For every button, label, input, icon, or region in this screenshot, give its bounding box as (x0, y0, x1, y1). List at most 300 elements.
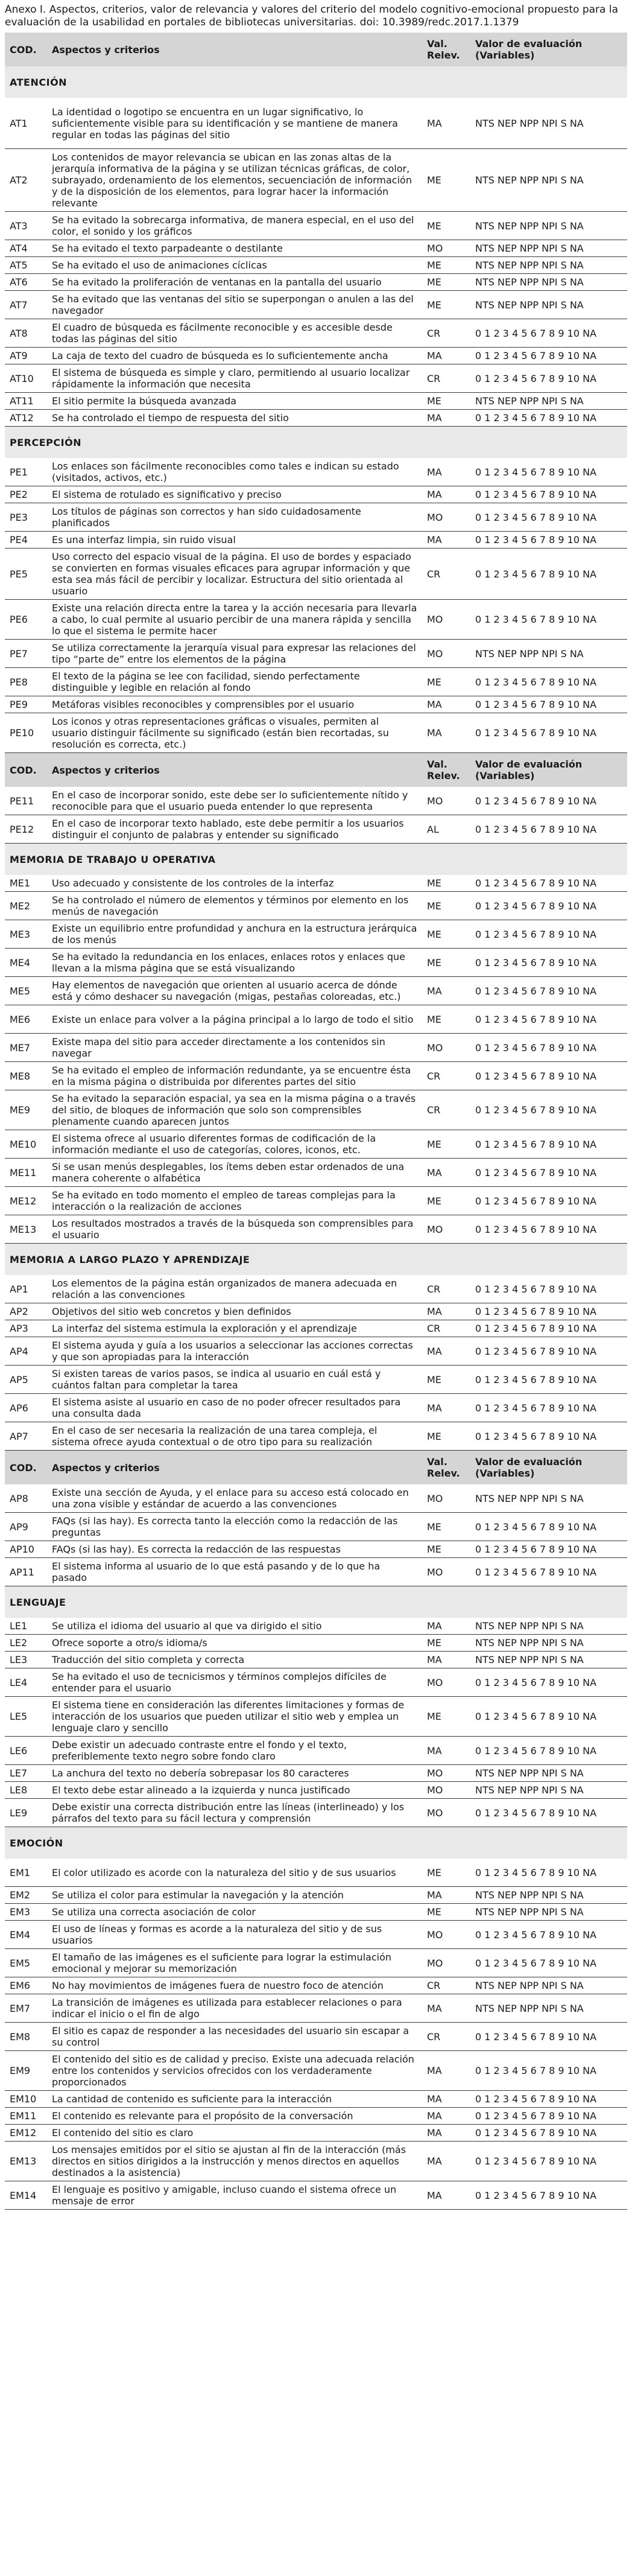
criterion-text: Se ha evitado el empleo de información redundante, ya se encuentre ésta en la misma página o distribuida por diferentes partes del sitio (47, 1062, 422, 1090)
criterion-code: EM11 (5, 2108, 47, 2125)
criterion-code: ME6 (5, 1005, 47, 1034)
criterion-code: LE9 (5, 1799, 47, 1827)
relevance-value: MA (422, 348, 470, 364)
criterion-code: AT10 (5, 364, 47, 393)
criterion-text: El sitio permite la búsqueda avanzada (47, 393, 422, 410)
criterion-text: Se ha evitado la proliferación de ventanas en la pantalla del usuario (47, 274, 422, 291)
table-row (5, 240, 627, 257)
evaluation-values: 0 1 2 3 4 5 6 7 8 9 10 NA (470, 1159, 627, 1187)
criterion-code: PE6 (5, 600, 47, 640)
criterion-text: En el caso de incorporar texto hablado, este debe permitir a los usuarios distinguir el conjunto de palabras y entender su significado (47, 815, 422, 844)
table-row (5, 1062, 627, 1090)
table-row (5, 549, 627, 600)
criterion-code: AP4 (5, 1337, 47, 1366)
criterion-code: ME10 (5, 1130, 47, 1159)
criterion-text: El sistema informa al usuario de lo que está pasando y de lo que ha pasado (47, 1558, 422, 1586)
evaluation-values: NTS NEP NPP NPI S NA (470, 149, 627, 212)
relevance-value: MA (422, 1618, 470, 1635)
criterion-code: AT2 (5, 149, 47, 212)
criterion-text: El color utilizado es acorde con la naturaleza del sitio y de sus usuarios (47, 1859, 422, 1887)
criterion-text: No hay movimientos de imágenes fuera de nuestro foco de atención (47, 1977, 422, 1994)
relevance-value: MA (422, 486, 470, 503)
header-evaluation: Valor de evaluación (Variables) (475, 38, 583, 61)
criterion-code: AT8 (5, 319, 47, 348)
relevance-value: ME (422, 149, 470, 212)
criterion-text: Existe un equilibrio entre profundidad y anchura en la estructura jerárquica de los menús (47, 920, 422, 949)
criterion-text: Los elementos de la página están organizados de manera adecuada en relación a las convenciones (47, 1275, 422, 1303)
criterion-text: Se ha controlado el tiempo de respuesta del sitio (47, 410, 422, 427)
relevance-value: MA (422, 713, 470, 753)
criterion-text: Si existen tareas de varios pasos, se indica al usuario en cuál está y cuántos faltan para completar la tarea (47, 1366, 422, 1394)
table-row (5, 640, 627, 668)
criterion-text: El sistema tiene en consideración las diferentes limitaciones y formas de interacción de los usuarios que pueden utilizar el sitio web y emplea un lenguaje claro y sencillo (47, 1697, 422, 1737)
evaluation-values: 0 1 2 3 4 5 6 7 8 9 10 NA (470, 713, 627, 753)
relevance-value: ME (422, 1513, 470, 1541)
criterion-code: PE2 (5, 486, 47, 503)
criterion-text: La interfaz del sistema estimula la exploración y el aprendizaje (47, 1320, 422, 1337)
criterion-text: El tamaño de las imágenes es el suficiente para lograr la estimulación emocional y mejorar su memorización (47, 1949, 422, 1977)
relevance-value: CR (422, 1275, 470, 1303)
evaluation-values: 0 1 2 3 4 5 6 7 8 9 10 NA (470, 977, 627, 1005)
relevance-value: CR (422, 1090, 470, 1130)
evaluation-values: 0 1 2 3 4 5 6 7 8 9 10 NA (470, 364, 627, 393)
criterion-code: EM10 (5, 2091, 47, 2108)
table-row (5, 1303, 627, 1320)
relevance-value: ME (422, 1366, 470, 1394)
criterion-text: Los contenidos de mayor relevancia se ubican en las zonas altas de la jerarquía informativa de la página y se utilizan técnicas gráficas, de color, subrayado, ordenamiento de los elementos, secuenciación de información y de la disposición de los elementos, para lograr hacer la información relevante (47, 149, 422, 212)
evaluation-values: NTS NEP NPP NPI S NA (470, 1994, 627, 2023)
relevance-value: MO (422, 1215, 470, 1244)
evaluation-values: 0 1 2 3 4 5 6 7 8 9 10 NA (470, 2023, 627, 2051)
relevance-value: MO (422, 1668, 470, 1697)
relevance-value: ME (422, 668, 470, 696)
criterion-text: Ofrece soporte a otro/s idioma/s (47, 1635, 422, 1652)
criterion-code: PE7 (5, 640, 47, 668)
evaluation-values: NTS NEP NPP NPI S NA (470, 274, 627, 291)
evaluation-values: 0 1 2 3 4 5 6 7 8 9 10 NA (470, 486, 627, 503)
criterion-code: AP7 (5, 1422, 47, 1451)
relevance-value: MO (422, 1034, 470, 1062)
table-row (5, 1904, 627, 1921)
table-row (5, 787, 627, 815)
relevance-value: ME (422, 1859, 470, 1887)
relevance-value: ME (422, 1005, 470, 1034)
evaluation-values: NTS NEP NPP NPI S NA (470, 1765, 627, 1782)
table-row (5, 486, 627, 503)
criterion-text: Uso correcto del espacio visual de la página. El uso de bordes y espaciado se convierten en formas visuales eficaces para agrupar información y que esta sea más fácil de percibir y localizar. Estructura del sitio orientada al usuario (47, 549, 422, 600)
criterion-text: Se ha evitado que las ventanas del sitio se superpongan o anulen a las del navegador (47, 291, 422, 319)
relevance-value: MO (422, 1782, 470, 1799)
relevance-value: CR (422, 1320, 470, 1337)
criterion-text: Debe existir una correcta distribución entre las líneas (interlineado) y los párrafos del texto para su fácil lectura y comprensión (47, 1799, 422, 1827)
criterion-code: ME3 (5, 920, 47, 949)
section-title: EMOCIÓN (10, 1837, 63, 1849)
table-row (5, 1635, 627, 1652)
evaluation-values: 0 1 2 3 4 5 6 7 8 9 10 NA (470, 1187, 627, 1215)
table-row (5, 291, 627, 319)
section-row (5, 1244, 627, 1276)
relevance-value: CR (422, 364, 470, 393)
criterion-code: EM4 (5, 1921, 47, 1949)
table-row (5, 1765, 627, 1782)
criterion-text: La caja de texto del cuadro de búsqueda es lo suficientemente ancha (47, 348, 422, 364)
section-row (5, 66, 627, 98)
criterion-code: AP5 (5, 1366, 47, 1394)
evaluation-values: NTS NEP NPP NPI S NA (470, 240, 627, 257)
evaluation-values: 0 1 2 3 4 5 6 7 8 9 10 NA (470, 1034, 627, 1062)
criterion-text: La cantidad de contenido es suficiente para la interacción (47, 2091, 422, 2108)
criterion-text: Objetivos del sitio web concretos y bien definidos (47, 1303, 422, 1320)
criterion-text: Se ha evitado la sobrecarga informativa, de manera especial, en el uso del color, el sonido y los gráficos (47, 212, 422, 240)
criterion-text: Debe existir un adecuado contraste entre el fondo y el texto, preferiblemente texto negro sobre fondo claro (47, 1737, 422, 1765)
evaluation-values: NTS NEP NPP NPI S NA (470, 1652, 627, 1668)
table-row (5, 1799, 627, 1827)
relevance-value: ME (422, 1904, 470, 1921)
section-row (5, 427, 627, 459)
evaluation-values: 0 1 2 3 4 5 6 7 8 9 10 NA (470, 2125, 627, 2142)
criterion-code: AT5 (5, 257, 47, 274)
criterion-code: EM9 (5, 2051, 47, 2091)
criterion-code: EM3 (5, 1904, 47, 1921)
criterion-text: El sitio es capaz de responder a las necesidades del usuario sin escapar a su control (47, 2023, 422, 2051)
section-title: PERCEPCIÓN (10, 436, 82, 448)
evaluation-values: 0 1 2 3 4 5 6 7 8 9 10 NA (470, 1859, 627, 1887)
table-row (5, 1422, 627, 1451)
evaluation-values: 0 1 2 3 4 5 6 7 8 9 10 NA (470, 815, 627, 844)
criterion-code: AP3 (5, 1320, 47, 1337)
relevance-value: ME (422, 1422, 470, 1451)
evaluation-values: 0 1 2 3 4 5 6 7 8 9 10 NA (470, 1799, 627, 1827)
table-row (5, 1275, 627, 1303)
criterion-text: El sistema ayuda y guía a los usuarios a seleccionar las acciones correctas y que son apropiadas para la interacción (47, 1337, 422, 1366)
criterion-code: EM13 (5, 2142, 47, 2181)
header-relevance: Val. Relev. (427, 1456, 460, 1479)
evaluation-values: NTS NEP NPP NPI S NA (470, 1635, 627, 1652)
relevance-value: MA (422, 1337, 470, 1366)
evaluation-values: NTS NEP NPP NPI S NA (470, 257, 627, 274)
relevance-value: MA (422, 1652, 470, 1668)
evaluation-values: 0 1 2 3 4 5 6 7 8 9 10 NA (470, 2181, 627, 2210)
criterion-text: El sistema de rotulado es significativo y preciso (47, 486, 422, 503)
criterion-text: Los resultados mostrados a través de la búsqueda son comprensibles para el usuario (47, 1215, 422, 1244)
criterion-text: Se ha evitado el uso de animaciones cíclicas (47, 257, 422, 274)
header-relevance: Val. Relev. (427, 38, 460, 61)
criterion-code: LE3 (5, 1652, 47, 1668)
criterion-text: El texto debe estar alineado a la izquierda y nunca justificado (47, 1782, 422, 1799)
criterion-code: ME5 (5, 977, 47, 1005)
relevance-value: ME (422, 920, 470, 949)
criterion-text: En el caso de incorporar sonido, este debe ser lo suficientemente nítido y reconocible para que el usuario pueda entender lo que representa (47, 787, 422, 815)
table-row (5, 212, 627, 240)
table-row (5, 2181, 627, 2210)
evaluation-values: 0 1 2 3 4 5 6 7 8 9 10 NA (470, 1394, 627, 1422)
criteria-table (5, 33, 627, 2210)
evaluation-values: 0 1 2 3 4 5 6 7 8 9 10 NA (470, 1366, 627, 1394)
evaluation-values: 0 1 2 3 4 5 6 7 8 9 10 NA (470, 1337, 627, 1366)
criterion-text: Se utiliza el color para estimular la navegación y la atención (47, 1887, 422, 1904)
criterion-code: PE10 (5, 713, 47, 753)
relevance-value: MA (422, 2108, 470, 2125)
table-row (5, 149, 627, 212)
relevance-value: MO (422, 240, 470, 257)
header-aspect: Aspectos y criterios (52, 43, 160, 56)
table-row (5, 1159, 627, 1187)
evaluation-values: 0 1 2 3 4 5 6 7 8 9 10 NA (470, 549, 627, 600)
section-row (5, 844, 627, 876)
criterion-code: EM5 (5, 1949, 47, 1977)
table-row (5, 1994, 627, 2023)
table-row (5, 2091, 627, 2108)
relevance-value: ME (422, 257, 470, 274)
evaluation-values: 0 1 2 3 4 5 6 7 8 9 10 NA (470, 503, 627, 532)
table-row (5, 1394, 627, 1422)
criterion-text: Los enlaces son fácilmente reconocibles como tales e indican su estado (visitados, activos, etc.) (47, 458, 422, 486)
criterion-text: El texto de la página se lee con facilidad, siendo perfectamente distinguible y legible en relación al fondo (47, 668, 422, 696)
criterion-code: LE1 (5, 1618, 47, 1635)
criterion-code: PE12 (5, 815, 47, 844)
evaluation-values: 0 1 2 3 4 5 6 7 8 9 10 NA (470, 1005, 627, 1034)
relevance-value: MA (422, 977, 470, 1005)
criterion-code: EM1 (5, 1859, 47, 1887)
table-header-row (5, 33, 627, 66)
evaluation-values: 0 1 2 3 4 5 6 7 8 9 10 NA (470, 1215, 627, 1244)
table-row (5, 458, 627, 486)
criterion-text: Existe mapa del sitio para acceder directamente a los contenidos sin navegar (47, 1034, 422, 1062)
criterion-text: Los iconos y otras representaciones gráficas o visuales, permiten al usuario distinguir fácilmente su significado (están bien recortadas, su resolución es correcta, etc.) (47, 713, 422, 753)
criterion-code: LE4 (5, 1668, 47, 1697)
relevance-value: MA (422, 2142, 470, 2181)
relevance-value: MA (422, 1737, 470, 1765)
criterion-code: PE11 (5, 787, 47, 815)
criterion-code: PE5 (5, 549, 47, 600)
evaluation-values: 0 1 2 3 4 5 6 7 8 9 10 NA (470, 1921, 627, 1949)
criterion-code: LE2 (5, 1635, 47, 1652)
criterion-text: La transición de imágenes es utilizada para establecer relaciones o para indicar el inicio o el fin de algo (47, 1994, 422, 2023)
criterion-text: Es una interfaz limpia, sin ruido visual (47, 532, 422, 549)
criterion-code: ME11 (5, 1159, 47, 1187)
criterion-code: AT11 (5, 393, 47, 410)
relevance-value: MO (422, 1949, 470, 1977)
table-header-row (5, 1451, 627, 1485)
table-row (5, 949, 627, 977)
table-row (5, 1977, 627, 1994)
criterion-code: EM6 (5, 1977, 47, 1994)
criterion-code: EM12 (5, 2125, 47, 2142)
table-row (5, 1949, 627, 1977)
relevance-value: ME (422, 393, 470, 410)
table-row (5, 393, 627, 410)
evaluation-values: NTS NEP NPP NPI S NA (470, 1782, 627, 1799)
evaluation-values: 0 1 2 3 4 5 6 7 8 9 10 NA (470, 348, 627, 364)
relevance-value: AL (422, 815, 470, 844)
table-row (5, 364, 627, 393)
relevance-value: MO (422, 1799, 470, 1827)
criterion-text: En el caso de ser necesaria la realización de una tarea compleja, el sistema ofrece ayuda contextual o de otro tipo para su realización (47, 1422, 422, 1451)
table-row (5, 532, 627, 549)
table-row (5, 815, 627, 844)
evaluation-values: 0 1 2 3 4 5 6 7 8 9 10 NA (470, 600, 627, 640)
criterion-code: ME2 (5, 892, 47, 920)
criterion-code: ME1 (5, 875, 47, 892)
criterion-code: AP1 (5, 1275, 47, 1303)
relevance-value: ME (422, 875, 470, 892)
criterion-text: Se ha evitado el texto parpadeante o destilante (47, 240, 422, 257)
evaluation-values: 0 1 2 3 4 5 6 7 8 9 10 NA (470, 1513, 627, 1541)
relevance-value: ME (422, 212, 470, 240)
criteria-table-body (5, 33, 627, 2210)
criterion-code: EM14 (5, 2181, 47, 2210)
criterion-code: AT7 (5, 291, 47, 319)
criterion-code: AP11 (5, 1558, 47, 1586)
relevance-value: CR (422, 1977, 470, 1994)
criterion-code: ME8 (5, 1062, 47, 1090)
evaluation-values: 0 1 2 3 4 5 6 7 8 9 10 NA (470, 875, 627, 892)
evaluation-values: NTS NEP NPP NPI S NA (470, 98, 627, 149)
evaluation-values: 0 1 2 3 4 5 6 7 8 9 10 NA (470, 1697, 627, 1737)
relevance-value: MA (422, 1303, 470, 1320)
relevance-value: MA (422, 2125, 470, 2142)
table-row (5, 1558, 627, 1586)
table-row (5, 1782, 627, 1799)
relevance-value: MA (422, 2181, 470, 2210)
relevance-value: MO (422, 503, 470, 532)
evaluation-values: 0 1 2 3 4 5 6 7 8 9 10 NA (470, 696, 627, 713)
criterion-code: PE8 (5, 668, 47, 696)
criterion-text: Traducción del sitio completa y correcta (47, 1652, 422, 1668)
evaluation-values: 0 1 2 3 4 5 6 7 8 9 10 NA (470, 2142, 627, 2181)
table-row (5, 1005, 627, 1034)
criterion-text: El contenido es relevante para el propósito de la conversación (47, 2108, 422, 2125)
relevance-value: MA (422, 1394, 470, 1422)
table-header-row (5, 753, 627, 787)
relevance-value: ME (422, 1635, 470, 1652)
table-row (5, 1859, 627, 1887)
evaluation-values: 0 1 2 3 4 5 6 7 8 9 10 NA (470, 1303, 627, 1320)
criterion-text: Existe una sección de Ayuda, y el enlace para su acceso está colocado en una zona visible y estándar de acuerdo a las convenciones (47, 1484, 422, 1513)
table-caption: Anexo I. Aspectos, criterios, valor de relevancia y valores del criterio del modelo cognitivo-emocional propuesto para la evaluación de la usabilidad en portales de bibliotecas universitarias. doi: 10.3989/redc.2017.1.1379 (5, 4, 619, 28)
header-aspect: Aspectos y criterios (52, 764, 160, 776)
relevance-value: MA (422, 458, 470, 486)
relevance-value: MA (422, 1159, 470, 1187)
criterion-text: Los mensajes emitidos por el sitio se ajustan al fin de la interacción (más directos en sitios dirigidos a la instrucción y menos directos en aquellos destinados a la asistencia) (47, 2142, 422, 2181)
table-row (5, 348, 627, 364)
criterion-code: AT4 (5, 240, 47, 257)
evaluation-values: 0 1 2 3 4 5 6 7 8 9 10 NA (470, 2091, 627, 2108)
criterion-code: PE1 (5, 458, 47, 486)
criterion-text: El sistema ofrece al usuario diferentes formas de codificación de la información mediante el uso de categorías, colores, iconos, etc. (47, 1130, 422, 1159)
relevance-value: ME (422, 291, 470, 319)
table-row (5, 257, 627, 274)
evaluation-values: 0 1 2 3 4 5 6 7 8 9 10 NA (470, 949, 627, 977)
evaluation-values: 0 1 2 3 4 5 6 7 8 9 10 NA (470, 532, 627, 549)
criterion-text: Se ha evitado en todo momento el empleo de tareas complejas para la interacción o la realización de acciones (47, 1187, 422, 1215)
section-row (5, 1827, 627, 1859)
table-row (5, 1668, 627, 1697)
relevance-value: MA (422, 532, 470, 549)
table-row (5, 892, 627, 920)
evaluation-values: 0 1 2 3 4 5 6 7 8 9 10 NA (470, 2051, 627, 2091)
criterion-text: El sistema asiste al usuario en caso de no poder ofrecer resultados para una consulta dada (47, 1394, 422, 1422)
criterion-text: Se utiliza el idioma del usuario al que va dirigido el sitio (47, 1618, 422, 1635)
criterion-text: El sistema de búsqueda es simple y claro, permitiendo al usuario localizar rápidamente la información que necesita (47, 364, 422, 393)
evaluation-values: NTS NEP NPP NPI S NA (470, 1618, 627, 1635)
table-row (5, 2023, 627, 2051)
evaluation-values: NTS NEP NPP NPI S NA (470, 212, 627, 240)
table-row (5, 2125, 627, 2142)
criterion-text: Se ha evitado la separación espacial, ya sea en la misma página o a través del sitio, de bloques de información que solo son comprensibles plenamente cuando aparecen juntos (47, 1090, 422, 1130)
evaluation-values: 0 1 2 3 4 5 6 7 8 9 10 NA (470, 2108, 627, 2125)
evaluation-values: 0 1 2 3 4 5 6 7 8 9 10 NA (470, 1090, 627, 1130)
criterion-text: Se utiliza una correcta asociación de color (47, 1904, 422, 1921)
relevance-value: ME (422, 1697, 470, 1737)
criterion-text: FAQs (si las hay). Es correcta la redacción de las respuestas (47, 1541, 422, 1558)
table-row (5, 1737, 627, 1765)
evaluation-values: 0 1 2 3 4 5 6 7 8 9 10 NA (470, 1558, 627, 1586)
criterion-code: ME13 (5, 1215, 47, 1244)
relevance-value: ME (422, 274, 470, 291)
table-row (5, 1320, 627, 1337)
evaluation-values: NTS NEP NPP NPI S NA (470, 1887, 627, 1904)
evaluation-values: NTS NEP NPP NPI S NA (470, 291, 627, 319)
criterion-code: AP9 (5, 1513, 47, 1541)
evaluation-values: NTS NEP NPP NPI S NA (470, 1977, 627, 1994)
relevance-value: MA (422, 1994, 470, 2023)
criterion-text: Metáforas visibles reconocibles y comprensibles por el usuario (47, 696, 422, 713)
header-cod: COD. (10, 764, 37, 776)
header-cod: COD. (10, 1461, 37, 1474)
criterion-code: ME12 (5, 1187, 47, 1215)
criterion-text: Se utiliza correctamente la jerarquía visual para expresar las relaciones del tipo “parte de” entre los elementos de la página (47, 640, 422, 668)
header-evaluation: Valor de evaluación (Variables) (475, 758, 583, 781)
criterion-text: Se ha evitado la redundancia en los enlaces, enlaces rotos y enlaces que llevan a la misma página que se está visualizando (47, 949, 422, 977)
table-row (5, 319, 627, 348)
table-row (5, 1130, 627, 1159)
criterion-code: EM8 (5, 2023, 47, 2051)
criterion-code: ME4 (5, 949, 47, 977)
table-row (5, 1697, 627, 1737)
table-row (5, 2142, 627, 2181)
criterion-text: Existe un enlace para volver a la página principal a lo largo de todo el sitio (47, 1005, 422, 1034)
table-row (5, 410, 627, 427)
section-title: LENGUAJE (10, 1596, 66, 1608)
evaluation-values: 0 1 2 3 4 5 6 7 8 9 10 NA (470, 668, 627, 696)
relevance-value: MO (422, 1558, 470, 1586)
table-row (5, 1366, 627, 1394)
table-row (5, 1652, 627, 1668)
criterion-code: LE6 (5, 1737, 47, 1765)
table-row (5, 1090, 627, 1130)
table-row (5, 1513, 627, 1541)
table-row (5, 1337, 627, 1366)
criterion-text: La identidad o logotipo se encuentra en un lugar significativo, lo suficientemente visible para su identificación y se mantiene de manera regular en todas las páginas del sitio (47, 98, 422, 149)
evaluation-values: 0 1 2 3 4 5 6 7 8 9 10 NA (470, 458, 627, 486)
criterion-code: AT3 (5, 212, 47, 240)
criterion-code: LE7 (5, 1765, 47, 1782)
relevance-value: MO (422, 640, 470, 668)
criterion-text: Se ha evitado el uso de tecnicismos y términos complejos difíciles de entender para el usuario (47, 1668, 422, 1697)
criterion-text: Hay elementos de navegación que orienten al usuario acerca de dónde está y cómo deshacer su navegación (migas, pestañas coloreadas, etc.) (47, 977, 422, 1005)
relevance-value: MA (422, 1887, 470, 1904)
relevance-value: MO (422, 1765, 470, 1782)
criterion-text: Existe una relación directa entre la tarea y la acción necesaria para llevarla a cabo, lo cual permite al usuario percibir de una manera rápida y sencilla lo que el sistema le permite hacer (47, 600, 422, 640)
relevance-value: ME (422, 949, 470, 977)
evaluation-values: 0 1 2 3 4 5 6 7 8 9 10 NA (470, 1541, 627, 1558)
evaluation-values: 0 1 2 3 4 5 6 7 8 9 10 NA (470, 1668, 627, 1697)
relevance-value: ME (422, 1187, 470, 1215)
criterion-code: EM7 (5, 1994, 47, 2023)
evaluation-values: 0 1 2 3 4 5 6 7 8 9 10 NA (470, 1320, 627, 1337)
table-row (5, 1618, 627, 1635)
